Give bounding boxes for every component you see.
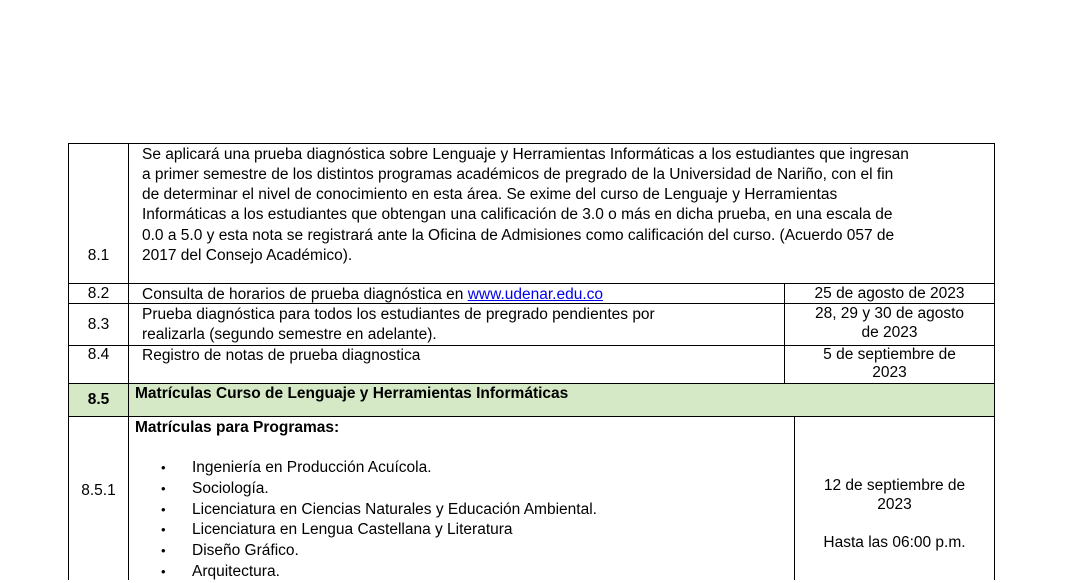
program-name: Licenciatura en Ciencias Naturales y Educación Ambiental. (192, 500, 597, 518)
table-border (128, 143, 129, 580)
row-number-8-2: 8.2 (87, 285, 110, 302)
bullet-icon: • (161, 460, 166, 475)
bullet-icon: • (161, 543, 166, 559)
row-8-1-line: Informáticas a los estudiantes que obtengan una calificación de 3.0 o más en dicha prueba, en una escala de (142, 206, 893, 223)
row-8-2-date: 25 de agosto de 2023 (814, 285, 965, 302)
bullet-icon: • (161, 480, 166, 496)
list-item (130, 520, 790, 541)
list-item (130, 458, 790, 479)
table-border (68, 143, 995, 144)
table-border (68, 383, 995, 384)
row-8-1-line: Se aplicará una prueba diagnóstica sobre Lenguaje y Herramientas Informáticas a los estudiantes que ingresan (142, 146, 909, 163)
row-8-3-line: realizarla (segundo semestre en adelante). (142, 326, 437, 343)
program-name: Diseño Gráfico. (192, 542, 299, 560)
row-number-8-3: 8.3 (87, 316, 110, 333)
table-border (68, 416, 995, 417)
program-name: Ingeniería en Producción Acuícola. (192, 459, 432, 476)
program-name: Sociología. (192, 479, 269, 497)
row-8-3-date: 28, 29 y 30 de agosto (814, 305, 965, 322)
row-number-8-5-1: 8.5.1 (81, 482, 116, 499)
row-8-4-date: 2023 (872, 364, 907, 381)
programs-list (130, 458, 790, 583)
udenar-website-link[interactable]: www.udenar.edu.co (467, 286, 604, 303)
bullet-icon: • (161, 522, 166, 538)
row-number-8-5: 8.5 (87, 391, 110, 408)
row-8-1-line: 0.0 a 5.0 y esta nota se registrará ante la Oficina de Admisiones como calificación del curso. (Acuerdo 057 de (142, 227, 895, 244)
section-8-5-title: Matrículas Curso de Lenguaje y Herramientas Informáticas (135, 385, 569, 402)
program-name: Arquitectura. (192, 562, 280, 580)
program-name: Licenciatura en Lengua Castellana y Literatura (192, 521, 513, 539)
row-8-4-date: 5 de septiembre de (823, 346, 956, 363)
row-8-5-1-time: Hasta las 06:00 p.m. (823, 534, 966, 551)
table-border (994, 143, 995, 580)
bullet-icon: • (161, 501, 166, 517)
list-item (130, 500, 790, 521)
list-item (130, 541, 790, 562)
row-number-8-1: 8.1 (87, 247, 110, 264)
row-8-2-description (142, 286, 782, 303)
row-8-1-line: 2017 del Consejo Académico). (142, 247, 353, 264)
row-8-1-line: a primer semestre de los distintos programas académicos de pregrado de la Universidad de Nariño, con el fin (142, 166, 894, 183)
row-8-5-1-date: 2023 (877, 496, 912, 513)
row-8-1-line: de determinar el nivel de conocimiento en esta área. Se exime del curso de Lenguaje y Herramientas (142, 186, 838, 203)
table-border (68, 283, 995, 284)
row-8-3-line: Prueba diagnóstica para todos los estudiantes de pregrado pendientes por (142, 306, 655, 323)
bullet-icon: • (161, 563, 166, 579)
row-number-8-4: 8.4 (87, 346, 110, 363)
row-8-3-date: de 2023 (861, 324, 918, 341)
list-item (130, 479, 790, 500)
programs-heading: Matrículas para Programas: (135, 419, 340, 436)
row-8-5-1-date: 12 de septiembre de (823, 477, 966, 494)
row-8-4-text: Registro de notas de prueba diagnostica (142, 347, 421, 364)
row-8-2-text: Consulta de horarios de prueba diagnóstica en (142, 286, 468, 303)
